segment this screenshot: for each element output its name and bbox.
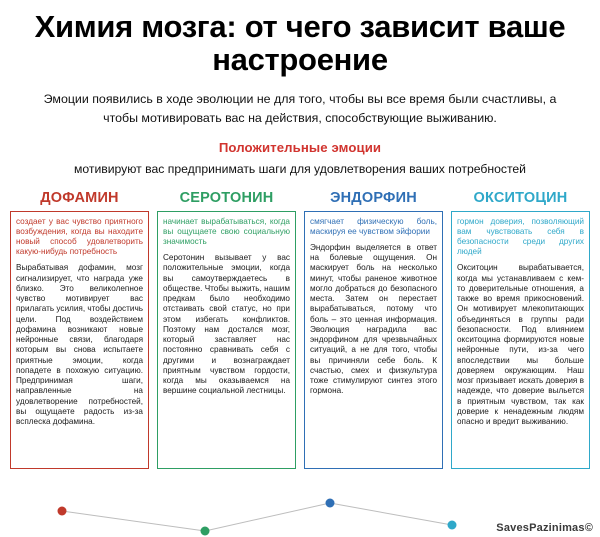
column-body: Окситоцин вырабатывается, когда мы устанавливаем с кем-то доверительные отношения, а также во время прикосновений. Он мотивирует млекопитающих объединяться в группы ради безопасности. Под влиянием окситоцина формируются новые нейронные пути, из-за чего впоследствии мы больше доверяем окружающим. Наш мозг призывает искать доверия в надежде, что доверие выльется в приятным чувством, так как доверие к ненадежным людям опасно и вредит выживанию. bbox=[457, 263, 584, 427]
column-serotonin bbox=[157, 190, 296, 469]
column-box bbox=[451, 211, 590, 469]
column-title: ЭНДОРФИН bbox=[330, 189, 417, 206]
column-body: Серотонин вызывает у вас положительные эмоции, когда вы самоутверждаетесь в обществе. Чтобы выжить, нашим предкам было необходимо отстаивать свой статус, но при этом избегать конфликтов. Поэтому нам достался мозг, который заставляет нас постоянно сравнивать себя с другими и вознаграждает приятным чувством гордости, когда мы оказываемся на вершине социальной лестницы. bbox=[163, 253, 290, 396]
column-title: СЕРОТОНИН bbox=[179, 189, 274, 206]
column-lead: гормон доверия, позволяющий вам чувствовать себя в безопасности среди других людей bbox=[457, 216, 584, 257]
column-title: ОКСИТОЦИН bbox=[473, 189, 568, 206]
watermark: SavesPazinimas© bbox=[496, 522, 593, 534]
section-heading: Положительные эмоции bbox=[218, 140, 382, 156]
column-box bbox=[304, 211, 443, 469]
column-body: Вырабатывая дофамин, мозг сигнализирует, что награда уже близко. Это великолепное чувство мотивирует вас прилагать усилия, чтобы достичь цели. Под воздействием дофамина возникают новые нейронные связи, благодаря которым вы снова испытаете приятные эмоции, когда попадете в похожую ситуацию. Предпринимая шаги, направленные на удовлетворение потребностей, вы ощущаете радость из-за всплеска дофамина. bbox=[16, 263, 143, 427]
column-dopamine bbox=[10, 190, 149, 469]
hormone-columns bbox=[10, 190, 590, 469]
column-body: Эндорфин выделяется в ответ на болевые ощущения. Он маскирует боль на несколько минут, чтобы раненое животное могло добраться до безопасного места. Затем он перестает вырабатываться, потому что боль – это ценная информация. Эволюция наградила вас эндорфином для чрезвычайных ситуаций, а не для того, чтобы вы причиняли себе боль. К счастью, смех и физкультура тоже стимулируют синтез этого гормона. bbox=[310, 242, 437, 396]
column-box bbox=[10, 211, 149, 469]
column-lead: смягчает физическую боль, маскируя ее чувством эйфории bbox=[310, 216, 437, 236]
column-box bbox=[157, 211, 296, 469]
section-subheading: мотивируют вас предпринимать шаги для удовлетворения ваших потребностей bbox=[73, 162, 526, 177]
column-lead: начинает вырабатываться, когда вы ощущаете свою социальную значимость bbox=[163, 216, 290, 246]
column-title: ДОФАМИН bbox=[40, 189, 119, 206]
intro-paragraph: Эмоции появились в ходе эволюции не для того, чтобы вы все время были счастливы, а чтобы мотивировать вас на действия, способствующие выживанию. bbox=[43, 91, 557, 125]
column-lead: создает у вас чувство приятного возбуждения, когда вы находите новый способ удовлетворить какую-нибудь потребность bbox=[16, 216, 143, 257]
page-title: Химия мозга: от чего зависит ваше настроение bbox=[34, 9, 566, 78]
column-oxytocin bbox=[451, 190, 590, 469]
column-endorphin bbox=[304, 190, 443, 469]
